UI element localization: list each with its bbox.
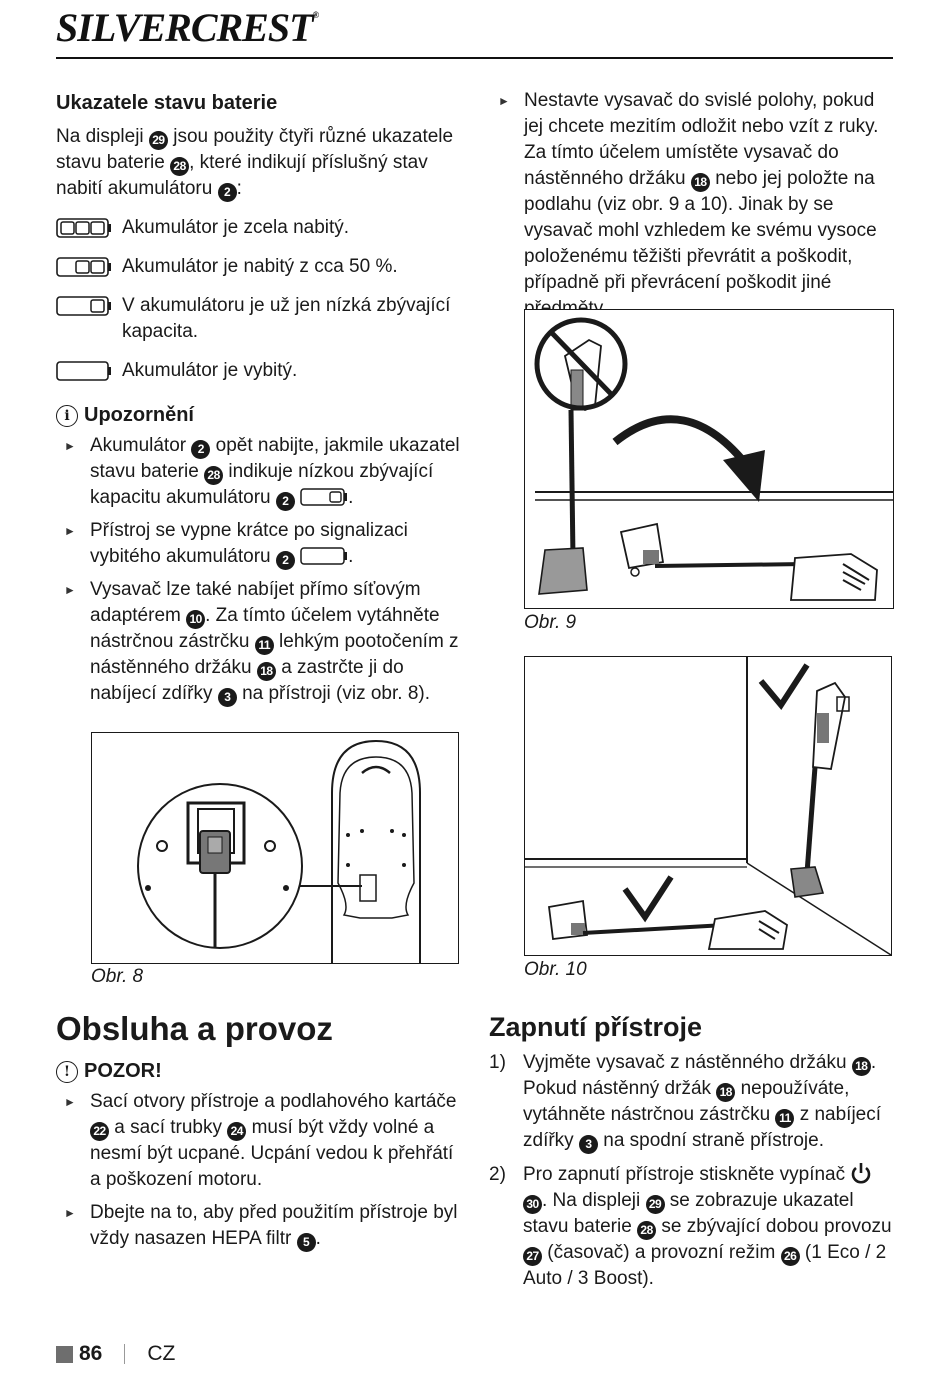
brand-logo: SILVERCREST®	[56, 5, 319, 50]
power-on-block	[489, 1050, 893, 1300]
list-item: ► Dbejte na to, aby před použitím přístroje byl vždy nasazen HEPA filtr 5 .	[56, 1200, 466, 1252]
battery-empty-icon	[56, 361, 112, 381]
list-item: ► Nestavte vysavač do svislé polohy, pokud jej chcete mezitím odložit nebo vzít z ruky. Za tímto účelem umístěte vysavač do nástěnného držáku 18 nebo jej položte na podlahu (viz obr. 9 a 10). Jinak by se vysavač mohl vzhledem ke svému vysoce položenému těžišti převrátit a poškodit, případně při převrácení poškodit jiné	[496, 88, 896, 322]
ref-badge: 29	[149, 131, 168, 150]
operation-title: Obsluha a provoz	[56, 1010, 333, 1047]
power-icon	[850, 1162, 872, 1184]
battery-empty-icon	[300, 547, 348, 565]
note-list	[56, 433, 466, 707]
battery-low-icon	[300, 488, 348, 506]
correct-placement-illustration	[525, 657, 891, 955]
battery-level-empty: Akumulátor je vybitý.	[56, 358, 466, 384]
list-item: ► Akumulátor 2 opět nabijte, jakmile ukazatel stavu baterie 28 indikuje nízkou zbývající kapacitu akumulátoru 2 .	[56, 433, 466, 511]
charging-socket-illustration	[92, 733, 458, 963]
battery-low-icon	[56, 296, 112, 316]
battery-section-title: Ukazatele stavu baterie	[56, 92, 278, 114]
list-item: ► Vysavač lze také nabíjet přímo síťovým adaptérem 10 . Za tímto účelem vytáhněte nástrčnou zástrčku 11 lehkým pootočením z nástěnného držáku 18 a zastrčte ji do nabíjecí zdířky 3 na přístroji (viz obr. 8).	[56, 577, 466, 707]
list-item: 1) Vyjměte vysavač z nástěnného držáku 18 . Pokud nástěnný držák 18 nepoužíváte, vytáhněte nástrčnou zástrčku 11 z nabíjecí zdířky 3 na spodní straně přístroje.	[489, 1050, 893, 1154]
warning-icon: !	[56, 1061, 78, 1083]
warning-list	[56, 1089, 466, 1252]
battery-level-full: Akumulátor je zcela nabitý.	[56, 215, 466, 241]
battery-level-low: V akumulátoru je už jen nízká zbývající kapacita.	[56, 293, 466, 345]
figure-8-caption: Obr. 8	[91, 966, 144, 987]
power-on-title: Zapnutí přístroje	[489, 1012, 703, 1042]
page-number: 86	[79, 1342, 103, 1365]
ref-badge: 28	[170, 157, 189, 176]
footer-divider	[124, 1344, 125, 1364]
page-marker	[56, 1346, 73, 1363]
header-rule	[56, 57, 893, 59]
battery-level-half: Akumulátor je nabitý z cca 50 %.	[56, 254, 466, 280]
power-on-steps	[489, 1050, 893, 1292]
left-column	[56, 90, 466, 714]
language-code: CZ	[147, 1342, 176, 1365]
list-item: 2) Pro zapnutí přístroje stiskněte vypínač 30 . Na displeji 29 se zobrazuje ukazatel stavu baterie 28 se zbývající dobou provozu 27 (časovač) a provozní režim 26 (1 Eco / 2 Auto / 3 Boost).	[489, 1164, 892, 1289]
figure-8	[91, 732, 459, 964]
battery-half-icon	[56, 257, 112, 277]
ref-badge: 2	[218, 183, 237, 202]
list-item: ► Přístroj se vypne krátce po signalizaci vybitého akumulátoru 2 .	[56, 518, 466, 570]
figure-9-caption: Obr. 9	[524, 612, 577, 633]
page-footer	[56, 1342, 175, 1366]
info-icon: i	[56, 405, 78, 427]
incorrect-placement-illustration	[525, 310, 893, 608]
right-column	[496, 88, 896, 329]
operation-block	[56, 1060, 466, 1259]
placement-warning-list	[496, 88, 896, 322]
battery-intro: Na displeji 29 jsou použity čtyři různé ukazatele stavu baterie 28 , které indikují příslušný stav nabití akumulátoru 2 :	[56, 124, 466, 202]
battery-full-icon	[56, 218, 112, 238]
note-heading: i Upozornění	[56, 404, 466, 427]
list-item: ► Sací otvory přístroje a podlahového kartáče 22 a sací trubky 24 musí být vždy volné a nesmí být ucpané. Ucpání vedou k přehřátí a poškození motoru.	[56, 1089, 466, 1193]
warning-heading: ! POZOR!	[56, 1060, 466, 1083]
figure-9	[524, 309, 894, 609]
figure-10-caption: Obr. 10	[524, 959, 587, 980]
figure-10	[524, 656, 892, 956]
